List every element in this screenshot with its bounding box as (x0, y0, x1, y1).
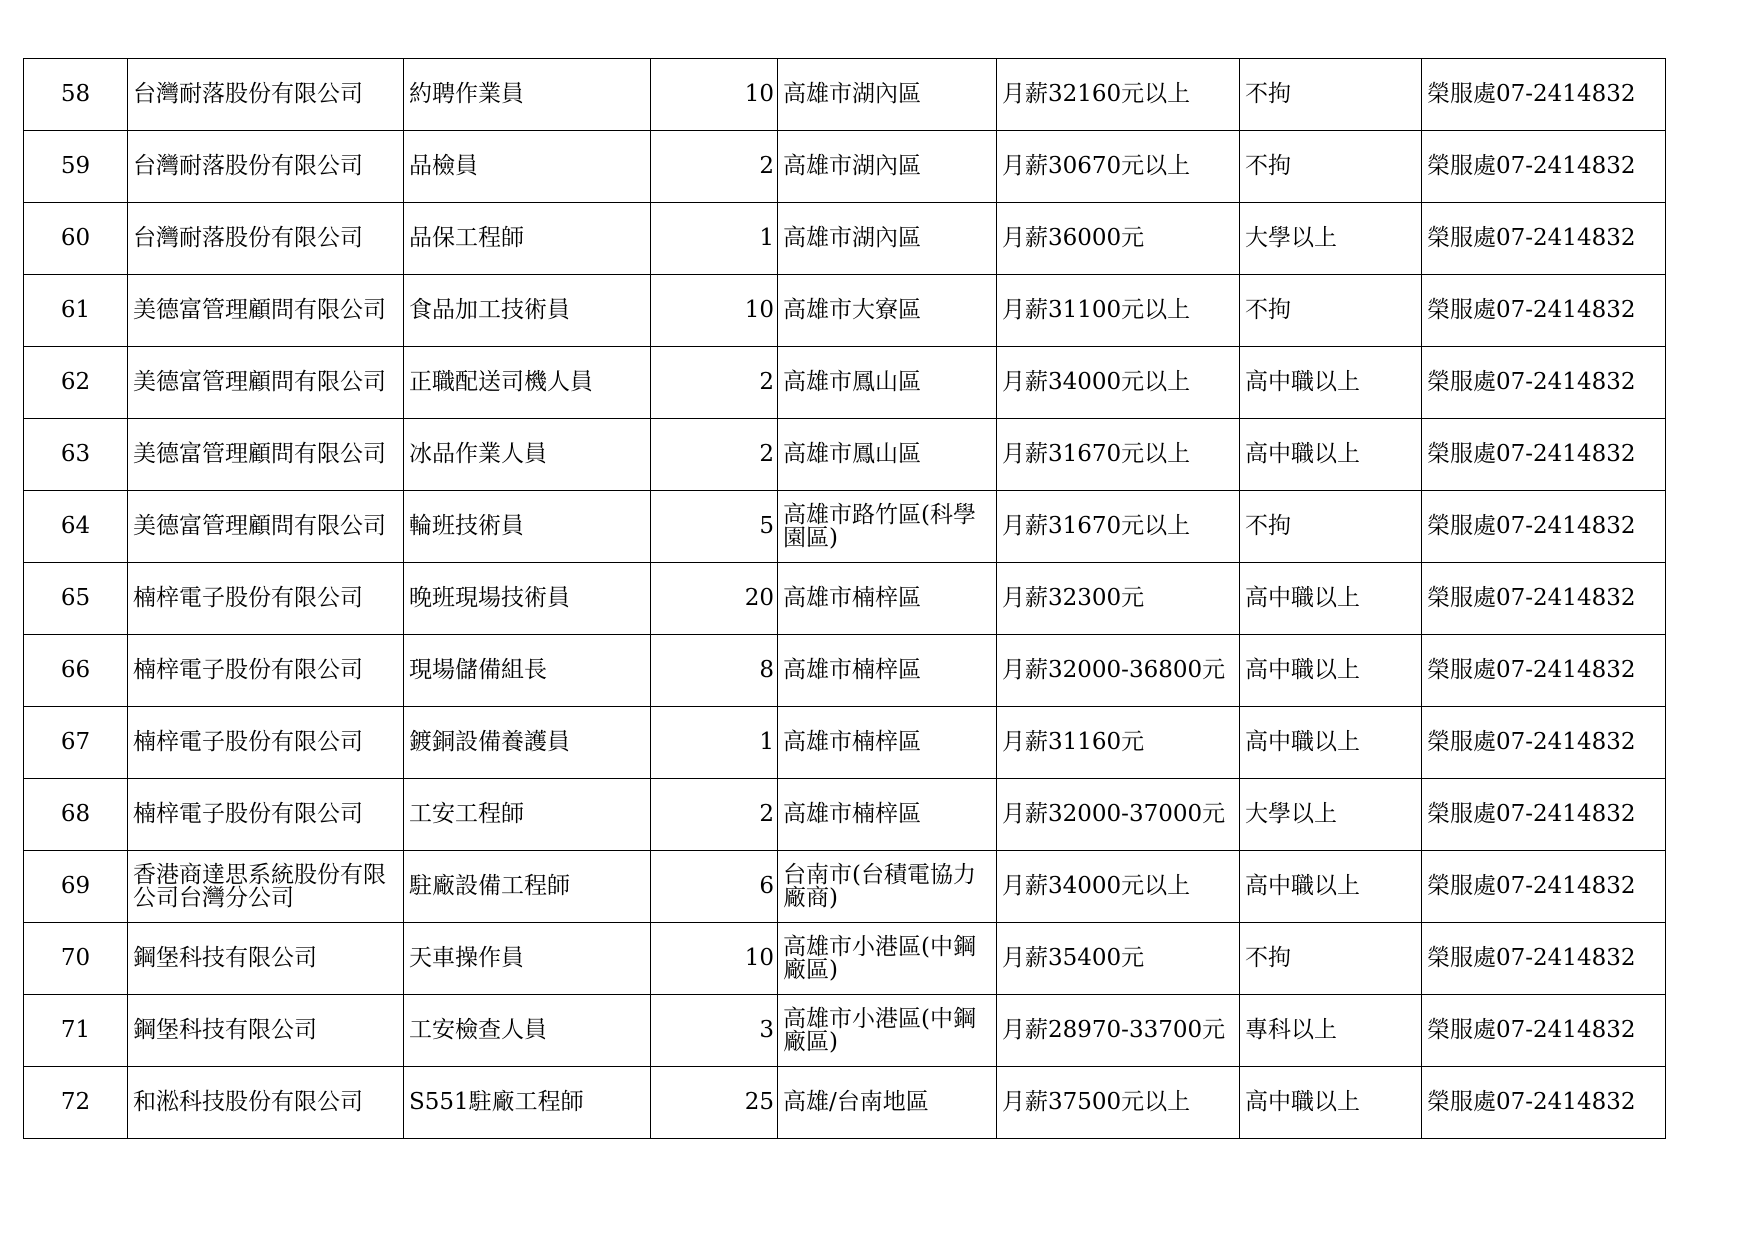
work-location-cell: 台南市(台積電協力廠商) (778, 851, 997, 923)
education-requirement-cell: 不拘 (1240, 491, 1422, 563)
job-table-body (24, 59, 1666, 1139)
work-location-cell: 高雄市路竹區(科學園區) (778, 491, 997, 563)
openings-count-cell: 8 (651, 635, 778, 707)
company-name-cell: 台灣耐落股份有限公司 (128, 59, 404, 131)
job-title-cell: 輪班技術員 (404, 491, 651, 563)
table-row (24, 1067, 1666, 1139)
table-row (24, 347, 1666, 419)
job-title-cell: 冰品作業人員 (404, 419, 651, 491)
salary-cell: 月薪31160元 (997, 707, 1240, 779)
table-row (24, 779, 1666, 851)
salary-cell: 月薪31670元以上 (997, 491, 1240, 563)
contact-info-cell: 榮服處07-2414832 (1422, 851, 1666, 923)
company-name-cell: 楠梓電子股份有限公司 (128, 707, 404, 779)
row-number-cell: 63 (24, 419, 128, 491)
table-row (24, 203, 1666, 275)
job-title-cell: 正職配送司機人員 (404, 347, 651, 419)
contact-info-cell: 榮服處07-2414832 (1422, 419, 1666, 491)
row-number-cell: 59 (24, 131, 128, 203)
row-number-cell: 61 (24, 275, 128, 347)
education-requirement-cell: 高中職以上 (1240, 347, 1422, 419)
openings-count-cell: 10 (651, 59, 778, 131)
company-name-cell: 鋼堡科技有限公司 (128, 995, 404, 1067)
education-requirement-cell: 專科以上 (1240, 995, 1422, 1067)
work-location-cell: 高雄市湖內區 (778, 131, 997, 203)
openings-count-cell: 5 (651, 491, 778, 563)
row-number-cell: 62 (24, 347, 128, 419)
job-title-cell: 食品加工技術員 (404, 275, 651, 347)
job-title-cell: 駐廠設備工程師 (404, 851, 651, 923)
job-title-cell: 工安檢查人員 (404, 995, 651, 1067)
work-location-cell: 高雄市楠梓區 (778, 635, 997, 707)
company-name-cell: 美德富管理顧問有限公司 (128, 419, 404, 491)
contact-info-cell: 榮服處07-2414832 (1422, 635, 1666, 707)
education-requirement-cell: 大學以上 (1240, 203, 1422, 275)
salary-cell: 月薪31670元以上 (997, 419, 1240, 491)
openings-count-cell: 10 (651, 275, 778, 347)
row-number-cell: 67 (24, 707, 128, 779)
table-row (24, 491, 1666, 563)
contact-info-cell: 榮服處07-2414832 (1422, 275, 1666, 347)
contact-info-cell: 榮服處07-2414832 (1422, 491, 1666, 563)
row-number-cell: 71 (24, 995, 128, 1067)
table-row (24, 851, 1666, 923)
job-title-cell: 鍍銅設備養護員 (404, 707, 651, 779)
salary-cell: 月薪28970-33700元 (997, 995, 1240, 1067)
work-location-cell: 高雄/台南地區 (778, 1067, 997, 1139)
work-location-cell: 高雄市鳳山區 (778, 419, 997, 491)
education-requirement-cell: 高中職以上 (1240, 419, 1422, 491)
salary-cell: 月薪34000元以上 (997, 347, 1240, 419)
job-title-cell: 品檢員 (404, 131, 651, 203)
openings-count-cell: 25 (651, 1067, 778, 1139)
work-location-cell: 高雄市湖內區 (778, 59, 997, 131)
work-location-cell: 高雄市湖內區 (778, 203, 997, 275)
job-title-cell: 工安工程師 (404, 779, 651, 851)
table-row (24, 707, 1666, 779)
job-title-cell: S551駐廠工程師 (404, 1067, 651, 1139)
salary-cell: 月薪32000-37000元 (997, 779, 1240, 851)
table-row (24, 635, 1666, 707)
education-requirement-cell: 高中職以上 (1240, 635, 1422, 707)
education-requirement-cell: 高中職以上 (1240, 851, 1422, 923)
salary-cell: 月薪31100元以上 (997, 275, 1240, 347)
job-listing-table (23, 58, 1666, 1139)
table-row (24, 419, 1666, 491)
openings-count-cell: 1 (651, 203, 778, 275)
work-location-cell: 高雄市小港區(中鋼廠區) (778, 995, 997, 1067)
contact-info-cell: 榮服處07-2414832 (1422, 923, 1666, 995)
education-requirement-cell: 高中職以上 (1240, 1067, 1422, 1139)
openings-count-cell: 2 (651, 779, 778, 851)
company-name-cell: 香港商達思系統股份有限公司台灣分公司 (128, 851, 404, 923)
job-title-cell: 天車操作員 (404, 923, 651, 995)
company-name-cell: 台灣耐落股份有限公司 (128, 131, 404, 203)
openings-count-cell: 20 (651, 563, 778, 635)
salary-cell: 月薪32160元以上 (997, 59, 1240, 131)
education-requirement-cell: 大學以上 (1240, 779, 1422, 851)
salary-cell: 月薪35400元 (997, 923, 1240, 995)
work-location-cell: 高雄市楠梓區 (778, 779, 997, 851)
education-requirement-cell: 高中職以上 (1240, 563, 1422, 635)
openings-count-cell: 2 (651, 419, 778, 491)
row-number-cell: 66 (24, 635, 128, 707)
contact-info-cell: 榮服處07-2414832 (1422, 1067, 1666, 1139)
contact-info-cell: 榮服處07-2414832 (1422, 131, 1666, 203)
row-number-cell: 65 (24, 563, 128, 635)
work-location-cell: 高雄市楠梓區 (778, 707, 997, 779)
row-number-cell: 58 (24, 59, 128, 131)
table-row (24, 59, 1666, 131)
openings-count-cell: 10 (651, 923, 778, 995)
table-row (24, 995, 1666, 1067)
education-requirement-cell: 高中職以上 (1240, 707, 1422, 779)
company-name-cell: 楠梓電子股份有限公司 (128, 563, 404, 635)
job-title-cell: 約聘作業員 (404, 59, 651, 131)
openings-count-cell: 2 (651, 347, 778, 419)
row-number-cell: 68 (24, 779, 128, 851)
company-name-cell: 美德富管理顧問有限公司 (128, 347, 404, 419)
openings-count-cell: 1 (651, 707, 778, 779)
table-row (24, 131, 1666, 203)
table-row (24, 563, 1666, 635)
contact-info-cell: 榮服處07-2414832 (1422, 779, 1666, 851)
salary-cell: 月薪32300元 (997, 563, 1240, 635)
company-name-cell: 楠梓電子股份有限公司 (128, 779, 404, 851)
job-title-cell: 晚班現場技術員 (404, 563, 651, 635)
row-number-cell: 69 (24, 851, 128, 923)
row-number-cell: 64 (24, 491, 128, 563)
education-requirement-cell: 不拘 (1240, 275, 1422, 347)
salary-cell: 月薪36000元 (997, 203, 1240, 275)
contact-info-cell: 榮服處07-2414832 (1422, 347, 1666, 419)
openings-count-cell: 2 (651, 131, 778, 203)
row-number-cell: 72 (24, 1067, 128, 1139)
table-row (24, 275, 1666, 347)
company-name-cell: 楠梓電子股份有限公司 (128, 635, 404, 707)
salary-cell: 月薪32000-36800元 (997, 635, 1240, 707)
company-name-cell: 台灣耐落股份有限公司 (128, 203, 404, 275)
work-location-cell: 高雄市鳳山區 (778, 347, 997, 419)
row-number-cell: 70 (24, 923, 128, 995)
work-location-cell: 高雄市大寮區 (778, 275, 997, 347)
table-row (24, 923, 1666, 995)
contact-info-cell: 榮服處07-2414832 (1422, 59, 1666, 131)
contact-info-cell: 榮服處07-2414832 (1422, 563, 1666, 635)
openings-count-cell: 6 (651, 851, 778, 923)
education-requirement-cell: 不拘 (1240, 131, 1422, 203)
row-number-cell: 60 (24, 203, 128, 275)
education-requirement-cell: 不拘 (1240, 923, 1422, 995)
work-location-cell: 高雄市小港區(中鋼廠區) (778, 923, 997, 995)
company-name-cell: 美德富管理顧問有限公司 (128, 491, 404, 563)
contact-info-cell: 榮服處07-2414832 (1422, 203, 1666, 275)
salary-cell: 月薪30670元以上 (997, 131, 1240, 203)
job-title-cell: 品保工程師 (404, 203, 651, 275)
company-name-cell: 美德富管理顧問有限公司 (128, 275, 404, 347)
job-title-cell: 現場儲備組長 (404, 635, 651, 707)
education-requirement-cell: 不拘 (1240, 59, 1422, 131)
work-location-cell: 高雄市楠梓區 (778, 563, 997, 635)
salary-cell: 月薪34000元以上 (997, 851, 1240, 923)
contact-info-cell: 榮服處07-2414832 (1422, 995, 1666, 1067)
salary-cell: 月薪37500元以上 (997, 1067, 1240, 1139)
company-name-cell: 鋼堡科技有限公司 (128, 923, 404, 995)
company-name-cell: 和淞科技股份有限公司 (128, 1067, 404, 1139)
openings-count-cell: 3 (651, 995, 778, 1067)
contact-info-cell: 榮服處07-2414832 (1422, 707, 1666, 779)
